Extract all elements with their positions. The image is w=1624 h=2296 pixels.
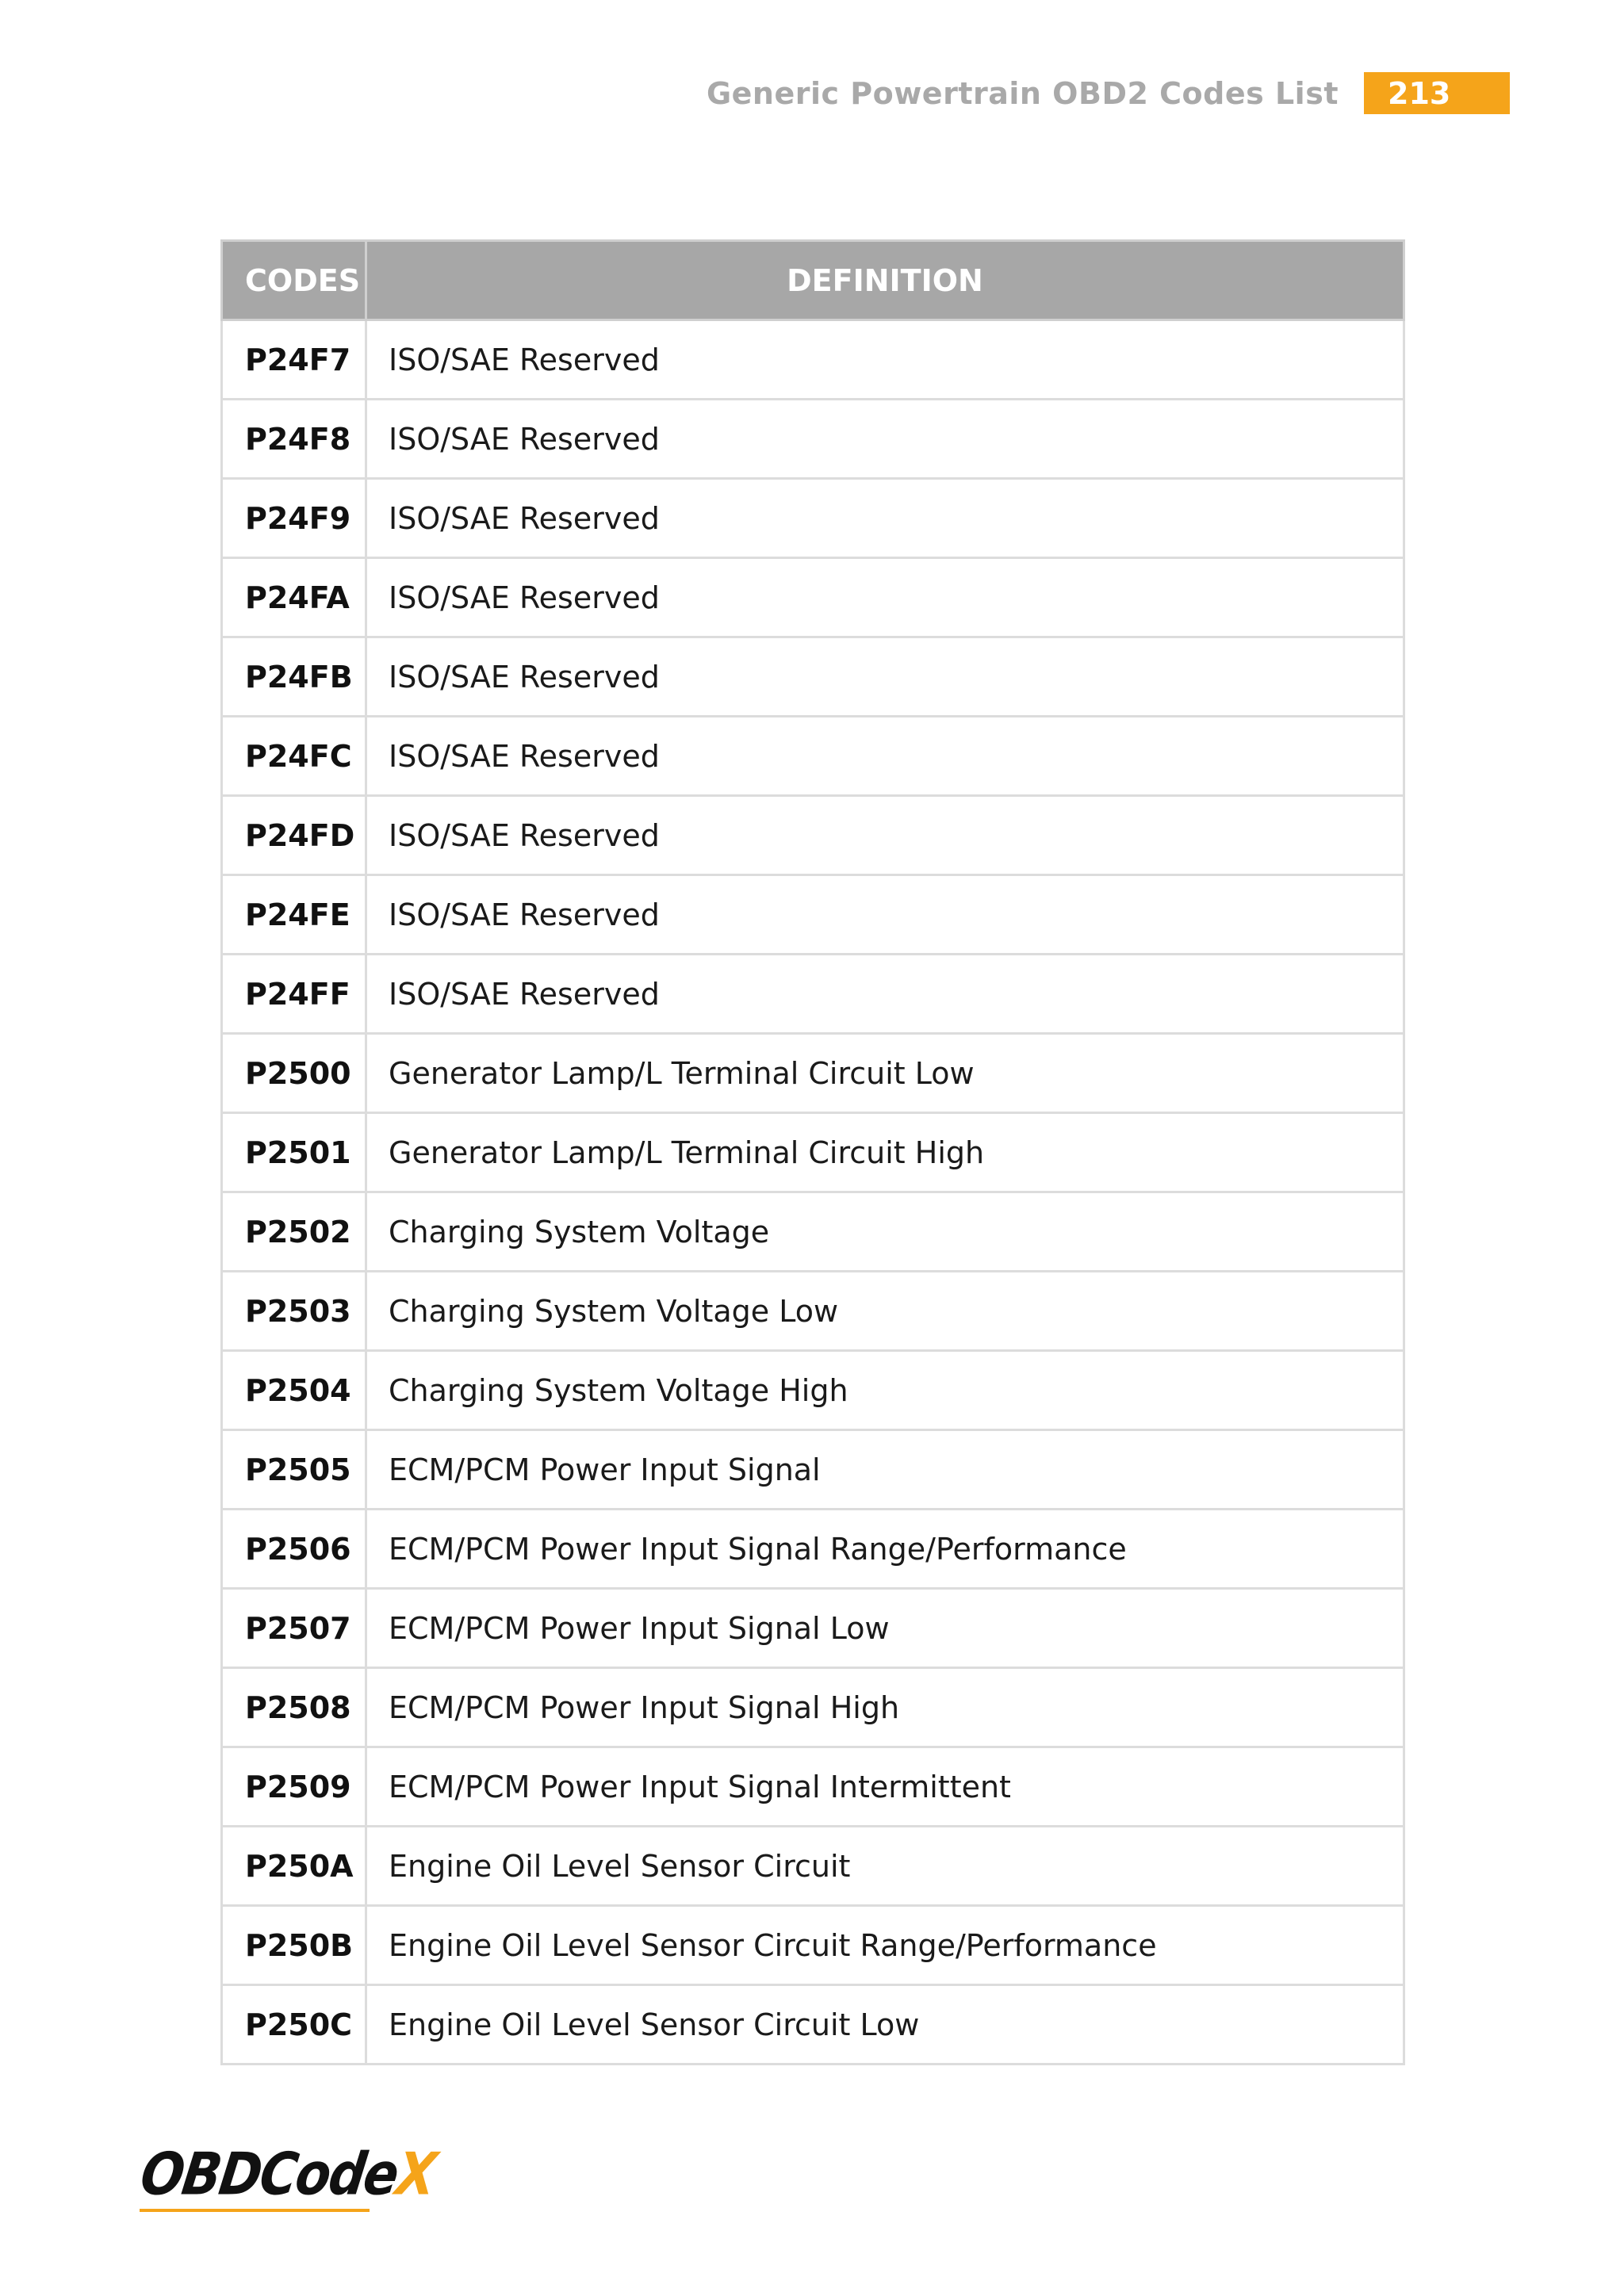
page-number: 213	[1364, 72, 1510, 114]
table-row	[222, 320, 1404, 400]
table-row	[222, 1192, 1404, 1272]
definition-cell: Charging System Voltage Low	[366, 1272, 1404, 1351]
definition-cell: ECM/PCM Power Input Signal Low	[366, 1589, 1404, 1668]
definition-cell: ISO/SAE Reserved	[366, 400, 1404, 479]
definition-cell: Engine Oil Level Sensor Circuit Range/Performance	[366, 1906, 1404, 1985]
table-body	[222, 320, 1404, 2064]
definition-cell: ISO/SAE Reserved	[366, 320, 1404, 400]
code-cell: P24F9	[222, 479, 366, 558]
code-cell: P24FC	[222, 717, 366, 796]
definition-cell: Charging System Voltage	[366, 1192, 1404, 1272]
column-header-codes: CODES	[222, 241, 366, 320]
code-cell: P2504	[222, 1351, 366, 1430]
obd-codes-table	[220, 239, 1405, 2065]
table-row	[222, 1668, 1404, 1747]
table-row	[222, 1510, 1404, 1589]
logo-text-accent: X	[392, 2141, 439, 2209]
code-cell: P2506	[222, 1510, 366, 1589]
table-row	[222, 400, 1404, 479]
table-row	[222, 1906, 1404, 1985]
table-header-row	[222, 241, 1404, 320]
code-cell: P24FB	[222, 637, 366, 717]
code-cell: P2505	[222, 1430, 366, 1510]
code-cell: P24FD	[222, 796, 366, 875]
document-title: Generic Powertrain OBD2 Codes List	[706, 75, 1339, 111]
table-row	[222, 955, 1404, 1034]
definition-cell: ISO/SAE Reserved	[366, 558, 1404, 637]
table-row	[222, 1747, 1404, 1827]
code-cell: P250B	[222, 1906, 366, 1985]
code-cell: P2502	[222, 1192, 366, 1272]
table-row	[222, 1351, 1404, 1430]
logo-underline	[140, 2209, 370, 2212]
code-cell: P24FE	[222, 875, 366, 955]
code-cell: P250C	[222, 1985, 366, 2064]
definition-cell: Engine Oil Level Sensor Circuit Low	[366, 1985, 1404, 2064]
definition-cell: ISO/SAE Reserved	[366, 717, 1404, 796]
definition-cell: ISO/SAE Reserved	[366, 637, 1404, 717]
code-cell: P2500	[222, 1034, 366, 1113]
logo-text-main: OBDCode	[136, 2141, 402, 2209]
definition-cell: Generator Lamp/L Terminal Circuit High	[366, 1113, 1404, 1192]
table-row	[222, 1827, 1404, 1906]
code-cell: P250A	[222, 1827, 366, 1906]
table-row	[222, 1985, 1404, 2064]
table-row	[222, 1430, 1404, 1510]
table-row	[222, 1272, 1404, 1351]
definition-cell: ECM/PCM Power Input Signal Range/Performance	[366, 1510, 1404, 1589]
table-row	[222, 1034, 1404, 1113]
definition-cell: ISO/SAE Reserved	[366, 479, 1404, 558]
code-cell: P2501	[222, 1113, 366, 1192]
definition-cell: ISO/SAE Reserved	[366, 796, 1404, 875]
definition-cell: Charging System Voltage High	[366, 1351, 1404, 1430]
definition-cell: ISO/SAE Reserved	[366, 955, 1404, 1034]
code-cell: P24FA	[222, 558, 366, 637]
definition-cell: ECM/PCM Power Input Signal	[366, 1430, 1404, 1510]
definition-cell: ECM/PCM Power Input Signal Intermittent	[366, 1747, 1404, 1827]
column-header-definition: DEFINITION	[366, 241, 1404, 320]
page-header	[707, 72, 1510, 114]
code-cell: P2509	[222, 1747, 366, 1827]
definition-cell: Engine Oil Level Sensor Circuit	[366, 1827, 1404, 1906]
code-cell: P24F8	[222, 400, 366, 479]
table-row	[222, 875, 1404, 955]
table-row	[222, 479, 1404, 558]
definition-cell: ECM/PCM Power Input Signal High	[366, 1668, 1404, 1747]
table-row	[222, 1113, 1404, 1192]
code-cell: P2503	[222, 1272, 366, 1351]
code-cell: P2507	[222, 1589, 366, 1668]
table-row	[222, 1589, 1404, 1668]
table-row	[222, 637, 1404, 717]
table-row	[222, 558, 1404, 637]
definition-cell: ISO/SAE Reserved	[366, 875, 1404, 955]
code-cell: P24F7	[222, 320, 366, 400]
logo-wordmark	[136, 2141, 439, 2209]
table-row	[222, 796, 1404, 875]
obdcodex-logo	[136, 2141, 439, 2214]
code-cell: P2508	[222, 1668, 366, 1747]
code-cell: P24FF	[222, 955, 366, 1034]
definition-cell: Generator Lamp/L Terminal Circuit Low	[366, 1034, 1404, 1113]
table-row	[222, 717, 1404, 796]
